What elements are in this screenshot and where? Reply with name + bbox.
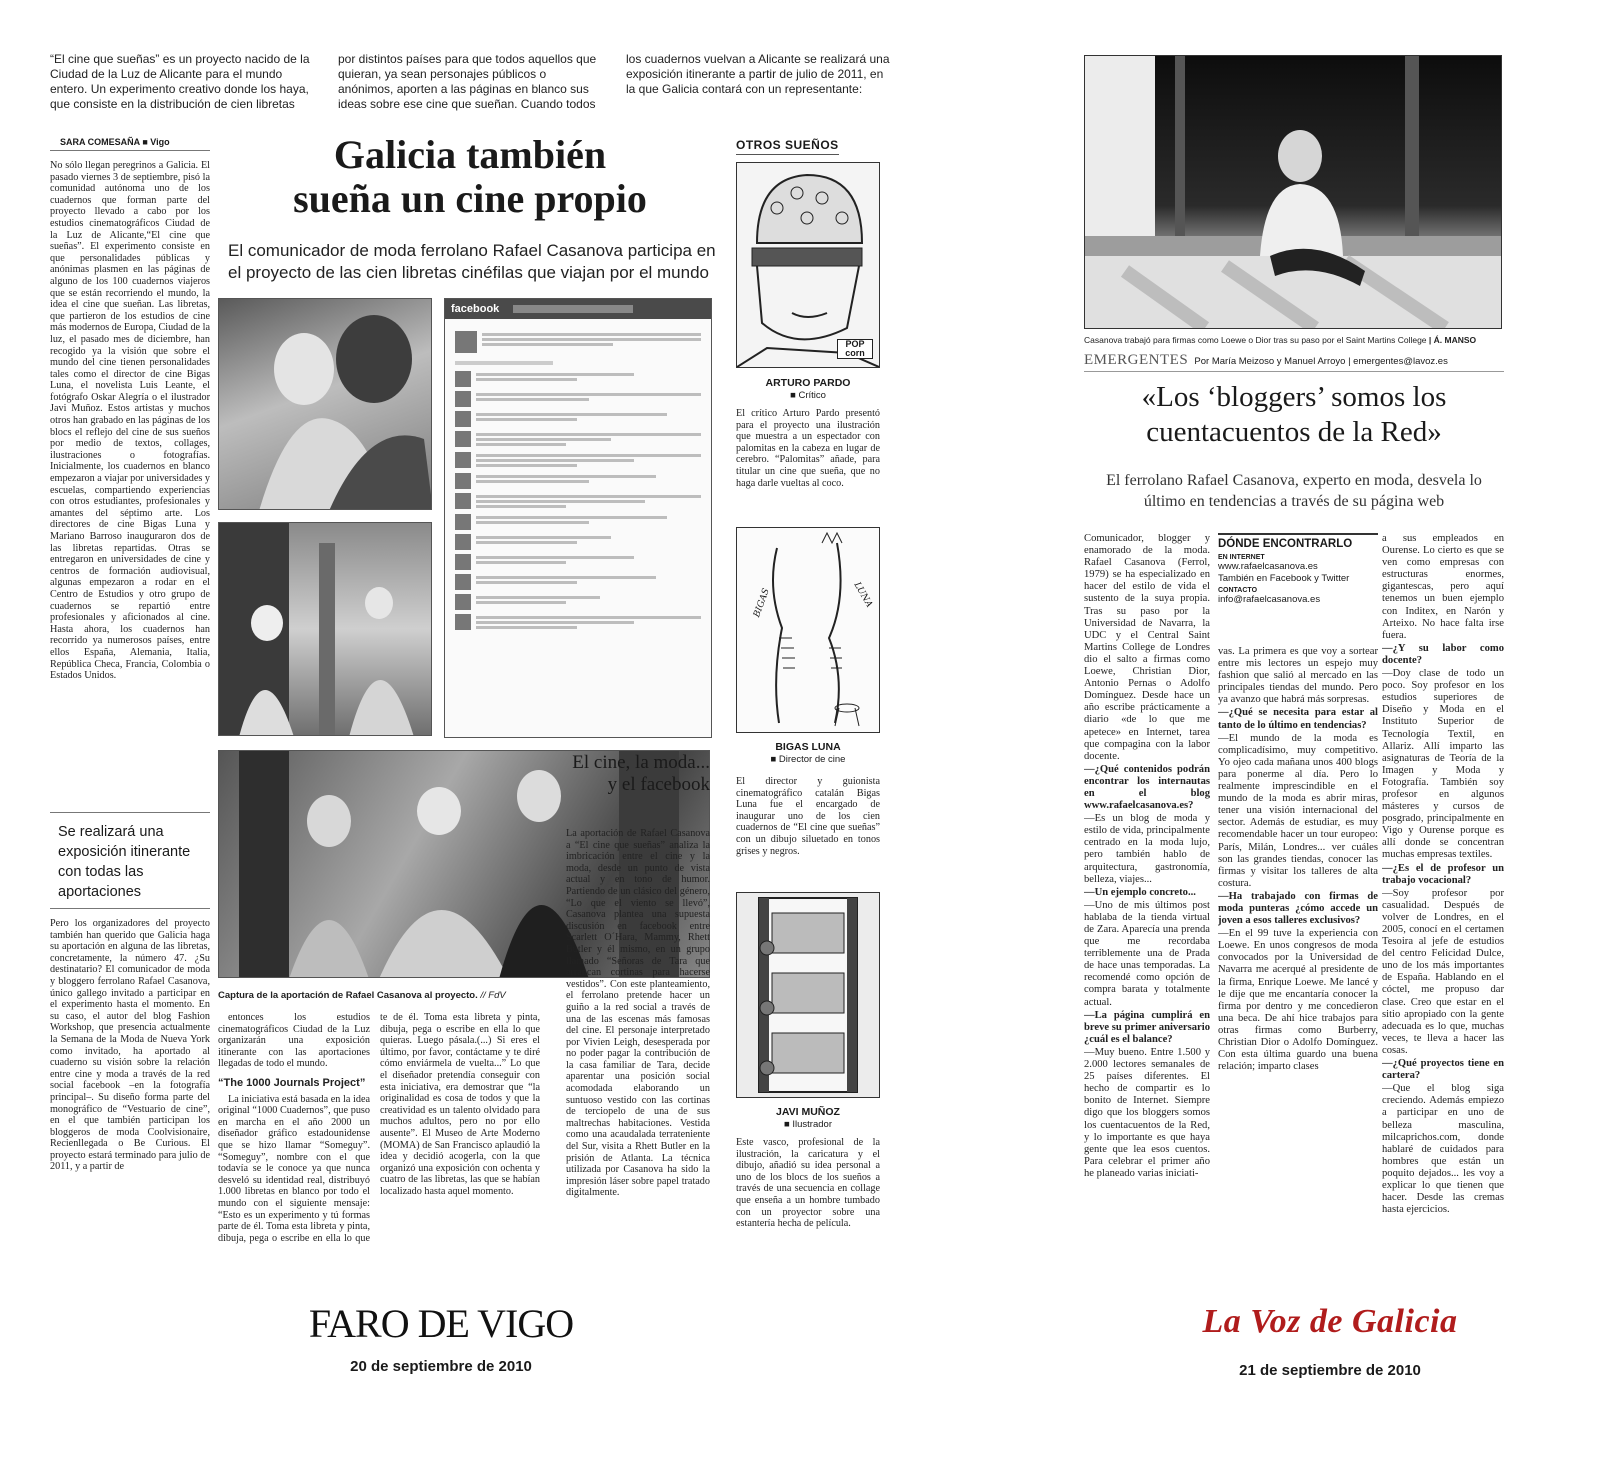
p3-text: Este vasco, profesional de la ilustración, la caricatura y el dibujo, añadió su idea personal a uno de los blocs de los sueños a través de una secuencia en collage que enseña a un hombre tumbado con un proyector sobre una estantería hecha de película. xyxy=(736,1137,880,1230)
contact-email: info@rafaelcasanova.es xyxy=(1218,594,1321,605)
faro-pullquote: Se realizará una exposición itinerante con todas las aportaciones xyxy=(58,824,191,900)
p2-role: ■ Director de cine xyxy=(770,754,846,765)
p1-name: ARTURO PARDO xyxy=(765,377,851,389)
voz-logo: La Voz de Galicia xyxy=(1202,1303,1458,1340)
illustration-film-strip xyxy=(736,892,880,1098)
illustration-bigas-luna xyxy=(736,527,880,733)
p2-text: El director y guionista cinematográfico catalán Bigas Luna fue el encargado de inaugurar uno de los cien cuadernos de “El cine que sueñas” con un dibujo siluetado en tonos grises y negros. xyxy=(736,776,880,857)
subhead-1000-journals: “The 1000 Journals Project” xyxy=(218,1076,366,1089)
voz-column-1: Comunicador, blogger y enamorado de la moda. Rafael Casanova (Ferrol, 1979) se ha especializado en hacer del estilo de vida el sustento de la suya propia. Tras su paso por la Universidad de Navarra, la UDC y el Central Saint Martins College de Londres dio el salto a firmas como Loewe, Christian Dior, Antonio Pernas o Adolfo Domínguez. Desde hace un año escribe prácticamente a diario «de lo que me apetece» en Internet, tarea que compagina con la labor docente. —¿Qué contenidos podrán encontrar los internautas en el blog www.rafaelcasanova.es? —Es un blog de moda y estilo de vida, principalmente centrado en la moda lujo, pero también hablo de arquitectura, gastronomía, belleza, viajes... —Un ejemplo concreto... —Uno de mis últimos post hablaba de la tienda virtual de Zara. Aparecía una prenda que me recordaba terriblemente una de Prada de hace unas temporadas. La recomendé como opción de compra barata y totalmente actual. —La página cumplirá en breve su primer aniversario ¿cuál es el balance? —Muy bueno. Entre 1.500 y 2.000 lectores semanales de 25 países diferentes. El hecho de compartir es lo bonito de Internet. Siempre digo que los bloggers somos los cuentacuentos de la Red, y lo importante es que haya gente que lea esos cuentos. Para celebrar el primer año he planeado varias iniciati- xyxy=(1084,533,1210,1179)
blog-url-link: www.rafaelcasanova.es xyxy=(1218,561,1318,572)
p1-text: El crítico Arturo Pardo presentó para el proyecto una ilustración que muestra a un espectador con palomitas en la cabeza en lugar de cerebro. “Palomitas” añade, para titular un cine que sueña, que no haga darle vueltas al coco. xyxy=(736,408,880,489)
p1-role: ■ Crítico xyxy=(790,390,826,401)
voz-column-3: a sus empleados en Ourense. Lo cierto es que se ven como empresas con estructuras enormes, gigantescas, pero aquí tenemos un buen ejemplo con Inditex, en Narón y Arteixo. No hace falta irse fuera. —¿Y su labor como docente? —Doy clase de todo un poco. Soy profesor en los estudios superiores de Diseño y Moda en el Instituto Superior de Tecnología Textil, en Allariz. Allí imparto las asignaturas de Teoría de la Imagen y Moda y Fotografía. También soy profesor en algunos másteres y cursos de posgrado, principalmente en Vigo y Ourense porque es allí donde se concentran muchas empresas textiles. —¿Es el de profesor un trabajo vocacional? —Soy profesor por casualidad. Después de volver de Londres, en el 2005, conocí en el certamen Tesoira al jefe de estudios del centro Felicidad Dulce, uno de los más importantes de España. Hablando en el cóctel, me propuso dar clase. Creo que estar en el sitio apropiado con la gente adecuada es lo que, muchas veces, te lleva a hacer las cosas. —¿Qué proyectos tiene en cartera? —Que el blog siga creciendo. Además empiezo a participar en uno de belleza masculina, milcaprichos.com, donde hablaré de cuidados para hombres que están un poquito dejados... les voy a explicar lo que tienen que hacer. Desde las cremas hasta ejercicios. xyxy=(1382,533,1504,1216)
faro-side-head: El cine, la moda... y el facebook xyxy=(572,752,710,795)
faro-column-1: No sólo llegan peregrinos a Galicia. El pasado viernes 3 de septiembre, pisó la comunidad autónoma uno de los cuadernos que forman parte del proyecto llevado a cabo por los estudios cinematográficos Ciudad de la Luz de Alicante,“El cine que sueñas”. El experimento consiste en que personalidades públicas y anónimas plasmen en las páginas de alguno de los 100 cuadernos viajeros que se están recorriendo el mundo, la idea el cine que sueñan. Las libretas, que partieron de los estudios de cine más modernos de Europa, Ciudad de la luz, el pasado mes de diciembre, han recogido ya la visión que sobre el mundo del cine tienen personalidades tales como el director de cine Bigas Luna, el novelista Luis Leante, el fotógrafo Oskar Alegría o el ilustrador Javi Muñoz. Estos artistas y muchos otros han grabado en las páginas de los blocs el reflejo del cine de sus sueños por medio de textos, collages, ilustraciones o fotografías. Inicialmente, los cuadernos en blanco empezaron a viajar por universidades y escuelas, compartiendo experiencias con otros estudiantes, profesionales y amantes del séptimo arte. Los directores de cine Bigas Luna y Mariano Barroso inauguraron dos de las libretas repartidas. Otras se entregaron en universidades de cine y centros de formación audiovisual, algunas empezaron a rodar en el Centro de Estudios y otro grupo de cuadernos se repartió entre profesionales y aficionados al cine. Hasta ahora, los cuadernos han recorrido ya numerosos países, entre ellos España, Alemania, Italia, República Checa, Francia, Colombia o Estados Unidos. xyxy=(50,160,210,682)
faro-column-1b: Pero los organizadores del proyecto también han querido que Galicia haga su aportación en alguna de las libretas, concretamente, la número 47. ¿Su destinatario? El comunicador de moda y bloggero ferrolano Rafael Casanova, único gallego invitado a participar en el experimento hasta el momento. En su caso, el autor del blog Fashion Workshop, que presencia actualmente la Semana de la Moda de Nueva York como invitado, ha aportado al cuaderno su visión sobre la relación entre cine y moda a través de la red social facebook –en la fotografía principal–. Su diseño forma parte del monográfico de “Vestuario de cine”, en el que también participan los bloggeros de moda Coolvisionaire, Recienllegada o Be Curious. El proyecto estará terminado para julio de 2011, y a partir de xyxy=(50,918,210,1173)
bigas-label: BIGAS xyxy=(752,587,772,619)
facebook-screenshot xyxy=(444,298,712,738)
p2-name: BIGAS LUNA xyxy=(775,741,841,753)
faro-column-2-cont: te de él. Toma esta libreta y pinta, dibuja, pega o escribe en ella lo que quieras. Luego pásala.(...) Si eres el último, por favor, contáctame y te diré cómo enviármela de vuelta...” Lo que el diseñador pretendía conseguir con esta iniciativa, era demostrar que “la originalidad es cosa de todos y que la creatividad es un talento olvidado para muchos adultos, pero no por ello ausente”. El Museo de Arte Moderno (MOMA) de San Francisco aplaudió la idea y decidió acogerla, con la que organizó una exposición con ochenta y cuatro de las libretas, las que se habían localizado hasta aquel momento. xyxy=(380,1012,540,1197)
voz-photo-casanova xyxy=(1084,55,1502,329)
popcorn-label: POP corn xyxy=(837,339,873,359)
faro-intro: “El cine que sueñas” es un proyecto nacido de la Ciudad de la Luz de Alicante para el mundo entero. Un experimento creativo donde los haya, que consiste en la distribución de cien libretas por distintos países para que todos aquellos que quieran, ya sean personajes públicos o anónimos, aporten a las páginas en blanco sus ideas sobre ese cine que sueñan. Cuando todos los cuadernos vuelvan a Alicante se realizará una exposición itinerante a partir de julio de 2011, en la que Galicia contará con un representante: xyxy=(50,52,890,111)
voz-column-2: vas. La primera es que voy a sortear entre mis lectores un espejo muy fashion que salió al mercado en las principales tiendas del mundo. Pero ya avanzo que habrá más sorpresas. —¿Qué se necesita para estar al tanto de lo último en tendencias? —El mundo de la moda es complicadísimo, muy competitivo. Yo ojeo cada mañana unos 400 blogs para ponerme al día. Pero lo realmente imprescindible en el mundo de la moda es abrir miras, tener una visión internacional del sector. Además de estudiar, es muy recomendable hacer un tour europeo: París, Milán, Londres... ver cuáles son las grandes tiendas, conocer las firmas y visitar los talleres de alta costura. —Ha trabajado con firmas de moda punteras ¿cómo accede un joven a esos talleres exclusivos? —En el 99 tuve la experiencia con Loewe. En unos congresos de moda convocados por la Universidad de Navarra me acerqué al presidente de la firma, Enrique Loewe. Me lancé y le dije que me encantaría conocer la firma por dentro y me concedieron una beca. De ahí hice trabajos para otras firmas como Burberry, Christian Dior o Adolfo Domínguez. Con esta última guardo una buena relación; imparto clases xyxy=(1218,646,1378,1073)
voz-headline: «Los ‘bloggers’ somos los cuentacuentos de la Red» xyxy=(1141,381,1447,448)
p3-name: JAVI MUÑOZ xyxy=(776,1106,840,1118)
faro-headline: Galicia también sueña un cine propio xyxy=(293,132,647,221)
faro-column-2: entonces los estudios cinematográficos Ciudad de la Luz organizarán una exposición itinerante con las aportaciones llegadas de todo el mundo. “The 1000 Journals Project” La iniciativa está basada en la idea original “1000 Cuadernos”, que puso en marcha en el año 2000 un diseñador gráfico estadounidense que se hizo llamar “Someguy”. “Someguy”, nombre con el que todavía se le conoce ya que nunca desveló su identidad real, distribuyó 1.000 libretas en blanco por todo el mundo con el siguiente mensaje: “Esto es un experimento y tú formas parte de él. Toma esta libreta y pinta, dibuja, pega o escribe en ella lo que xyxy=(218,1012,370,1244)
voz-section-line: EMERGENTES Por María Meizoso y Manuel Arroyo | emergentes@lavoz.es xyxy=(1084,352,1448,368)
faro-date: 20 de septiembre de 2010 xyxy=(350,1358,532,1375)
luna-label: LUNA xyxy=(851,580,874,610)
faro-photo-caption: Captura de la aportación de Rafael Casanova al proyecto. // FdV xyxy=(218,990,506,1001)
film-still-scarlett xyxy=(218,298,432,510)
otros-suenos-label: OTROS SUEÑOS xyxy=(736,138,839,155)
faro-logo: FARO DE VIGO xyxy=(308,1301,574,1346)
voz-date: 21 de septiembre de 2010 xyxy=(1239,1362,1421,1379)
donde-encontrarlo-box: DÓNDE ENCONTRARLO EN INTERNET www.rafaelcasanova.es También en Facebook y Twitter CONTACTO info@rafaelcasanova.es xyxy=(1218,533,1378,639)
faro-subhead: El comunicador de moda ferrolano Rafael Casanova participa en el proyecto de las cien libretas cinéfilas que viajan por el mundo xyxy=(228,241,716,282)
facebook-logo: facebook xyxy=(451,303,500,315)
voz-deck: El ferrolano Rafael Casanova, experto en moda, desvela lo último en tendencias a través de su página web xyxy=(1106,472,1482,510)
p3-role: ■ Ilustrador xyxy=(784,1119,832,1130)
faro-byline: SARA COMESAÑA ■ Vigo xyxy=(60,137,170,147)
faro-column-3: La aportación de Rafael Casanova a “El cine que sueñas” analiza la imbricación entre el cine y la moda, desde un punto de vista actual y en tono de humor. Partiendo de un clásico del género, “Lo que el viento se llevó”, Casanova plantea una supuesta discusión en facebook entre Scarlett O´Hara, Mammy, Rhett Butler y él mismo, en un grupo llamado “Señoras de Tara que arrancan cortinas para hacerse vestidos”. Con este planteamiento, el ferrolano pretende hacer un guiño a la red social a través de una de las escenas más famosas del cine. El personaje interpretado por Vivien Leigh, desesperada por no poder pagar la contribución de la casa familiar de Tara, decide aparentar una posición social acomodada elaborando un suntuoso vestido con las cortinas de terciopelo de una de sus maltrechas habitaciones. Vestida como una acaudalada terrateniente del Sur, visita a Rhett Butler en la prisión de Atlanta. La técnica utilizada por Casanova ha sido la impresión láser sobre papel tratado digitalmente. xyxy=(566,828,710,1199)
voz-photo-caption: Casanova trabajó para firmas como Loewe o Dior tras su paso por el Saint Martins College | Á. MANSO xyxy=(1084,335,1477,345)
illustration-popcorn-head xyxy=(736,162,880,368)
film-still-curtains xyxy=(218,522,432,736)
